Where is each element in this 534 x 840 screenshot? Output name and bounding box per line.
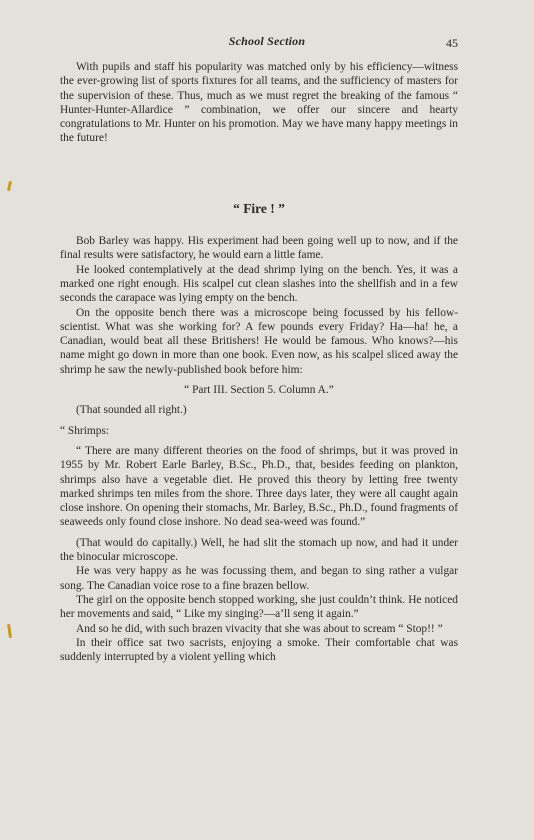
story-paragraph: (That sounded all right.)	[76, 404, 187, 417]
story-paragraph: In their office sat two sacrists, enjoying a smoke. Their comfortable chat was suddenly interrupted by a violent yelling which	[60, 636, 458, 664]
page-number: 45	[446, 36, 458, 50]
story-paragraph: (That would do capitally.) Well, he had slit the stomach up now, and had it under the binocular microscope.	[60, 536, 458, 564]
running-head: School Section	[228, 34, 306, 48]
story-paragraph: The girl on the opposite bench stopped working, she just couldn’t think. He noticed her movements and said, “ Like my singing?—a’ll seng it again.”	[60, 593, 458, 621]
page-header	[0, 34, 534, 54]
margin-mark	[7, 624, 12, 638]
story-paragraph: On the opposite bench there was a microscope being focussed by his fellow-scientist. What was she working for? A few pounds every Friday? Ha—ha! he, a Canadian, would beat all these Britishers! He would be famous. Who knows?—his name might go down in more than one book. Even now, as his scalpel sliced away the shrimp he saw the newly-published book before him:	[60, 306, 458, 376]
story-paragraph: “ There are many different theories on the food of shrimps, but it was proved in 1955 by Mr. Robert Earle Barley, B.Sc., Ph.D., that, besides feeding on plankton, shrimps also have a vegetable diet. He proved this theory by letting free twenty marked shrimps ten miles from the shore. Three days later, they were all caught again close inshore. On opening their stomachs, Mr. Barley, B.Sc., Ph.D., found fragments of seaweeds only found close inshore. No dead sea-weed was found.”	[60, 444, 458, 529]
story-paragraph: Bob Barley was happy. His experiment had been going well up to now, and if the final results were satisfactory, he would earn a little fame.	[60, 235, 458, 262]
book-reference: “ Part III. Section 5. Column A.”	[184, 384, 334, 397]
story-paragraph: He looked contemplatively at the dead shrimp lying on the bench. Yes, it was a marked one right enough. His scalpel cut clean slashes into the shellfish and in a few seconds the carapace was lying empty on the bench.	[60, 263, 458, 305]
page-body	[60, 60, 458, 664]
story-paragraph: And so he did, with such brazen vivacity that she was about to scream “ Stop!! ”	[76, 622, 443, 635]
story-paragraph: He was very happy as he was focussing them, and began to sing rather a vulgar song. The Canadian voice rose to a fine brazen bellow.	[60, 565, 458, 592]
story-paragraph: “ Shrimps:	[60, 424, 110, 437]
story-title: “ Fire ! ”	[233, 200, 285, 216]
margin-mark	[7, 181, 12, 191]
intro-paragraph: With pupils and staff his popularity was matched only by his efficiency—witness the ever-growing list of sports fixtures for all teams, and the sufficiency of masters for the supervision of these. Thus, much as we must regret the breaking of the famous “ Hunter-Hunter-Allardice ” combination, we offer our sincere and hearty congratulations to Mr. Hunter on his promotion. May we have many happy meetings in the future!	[60, 61, 458, 145]
